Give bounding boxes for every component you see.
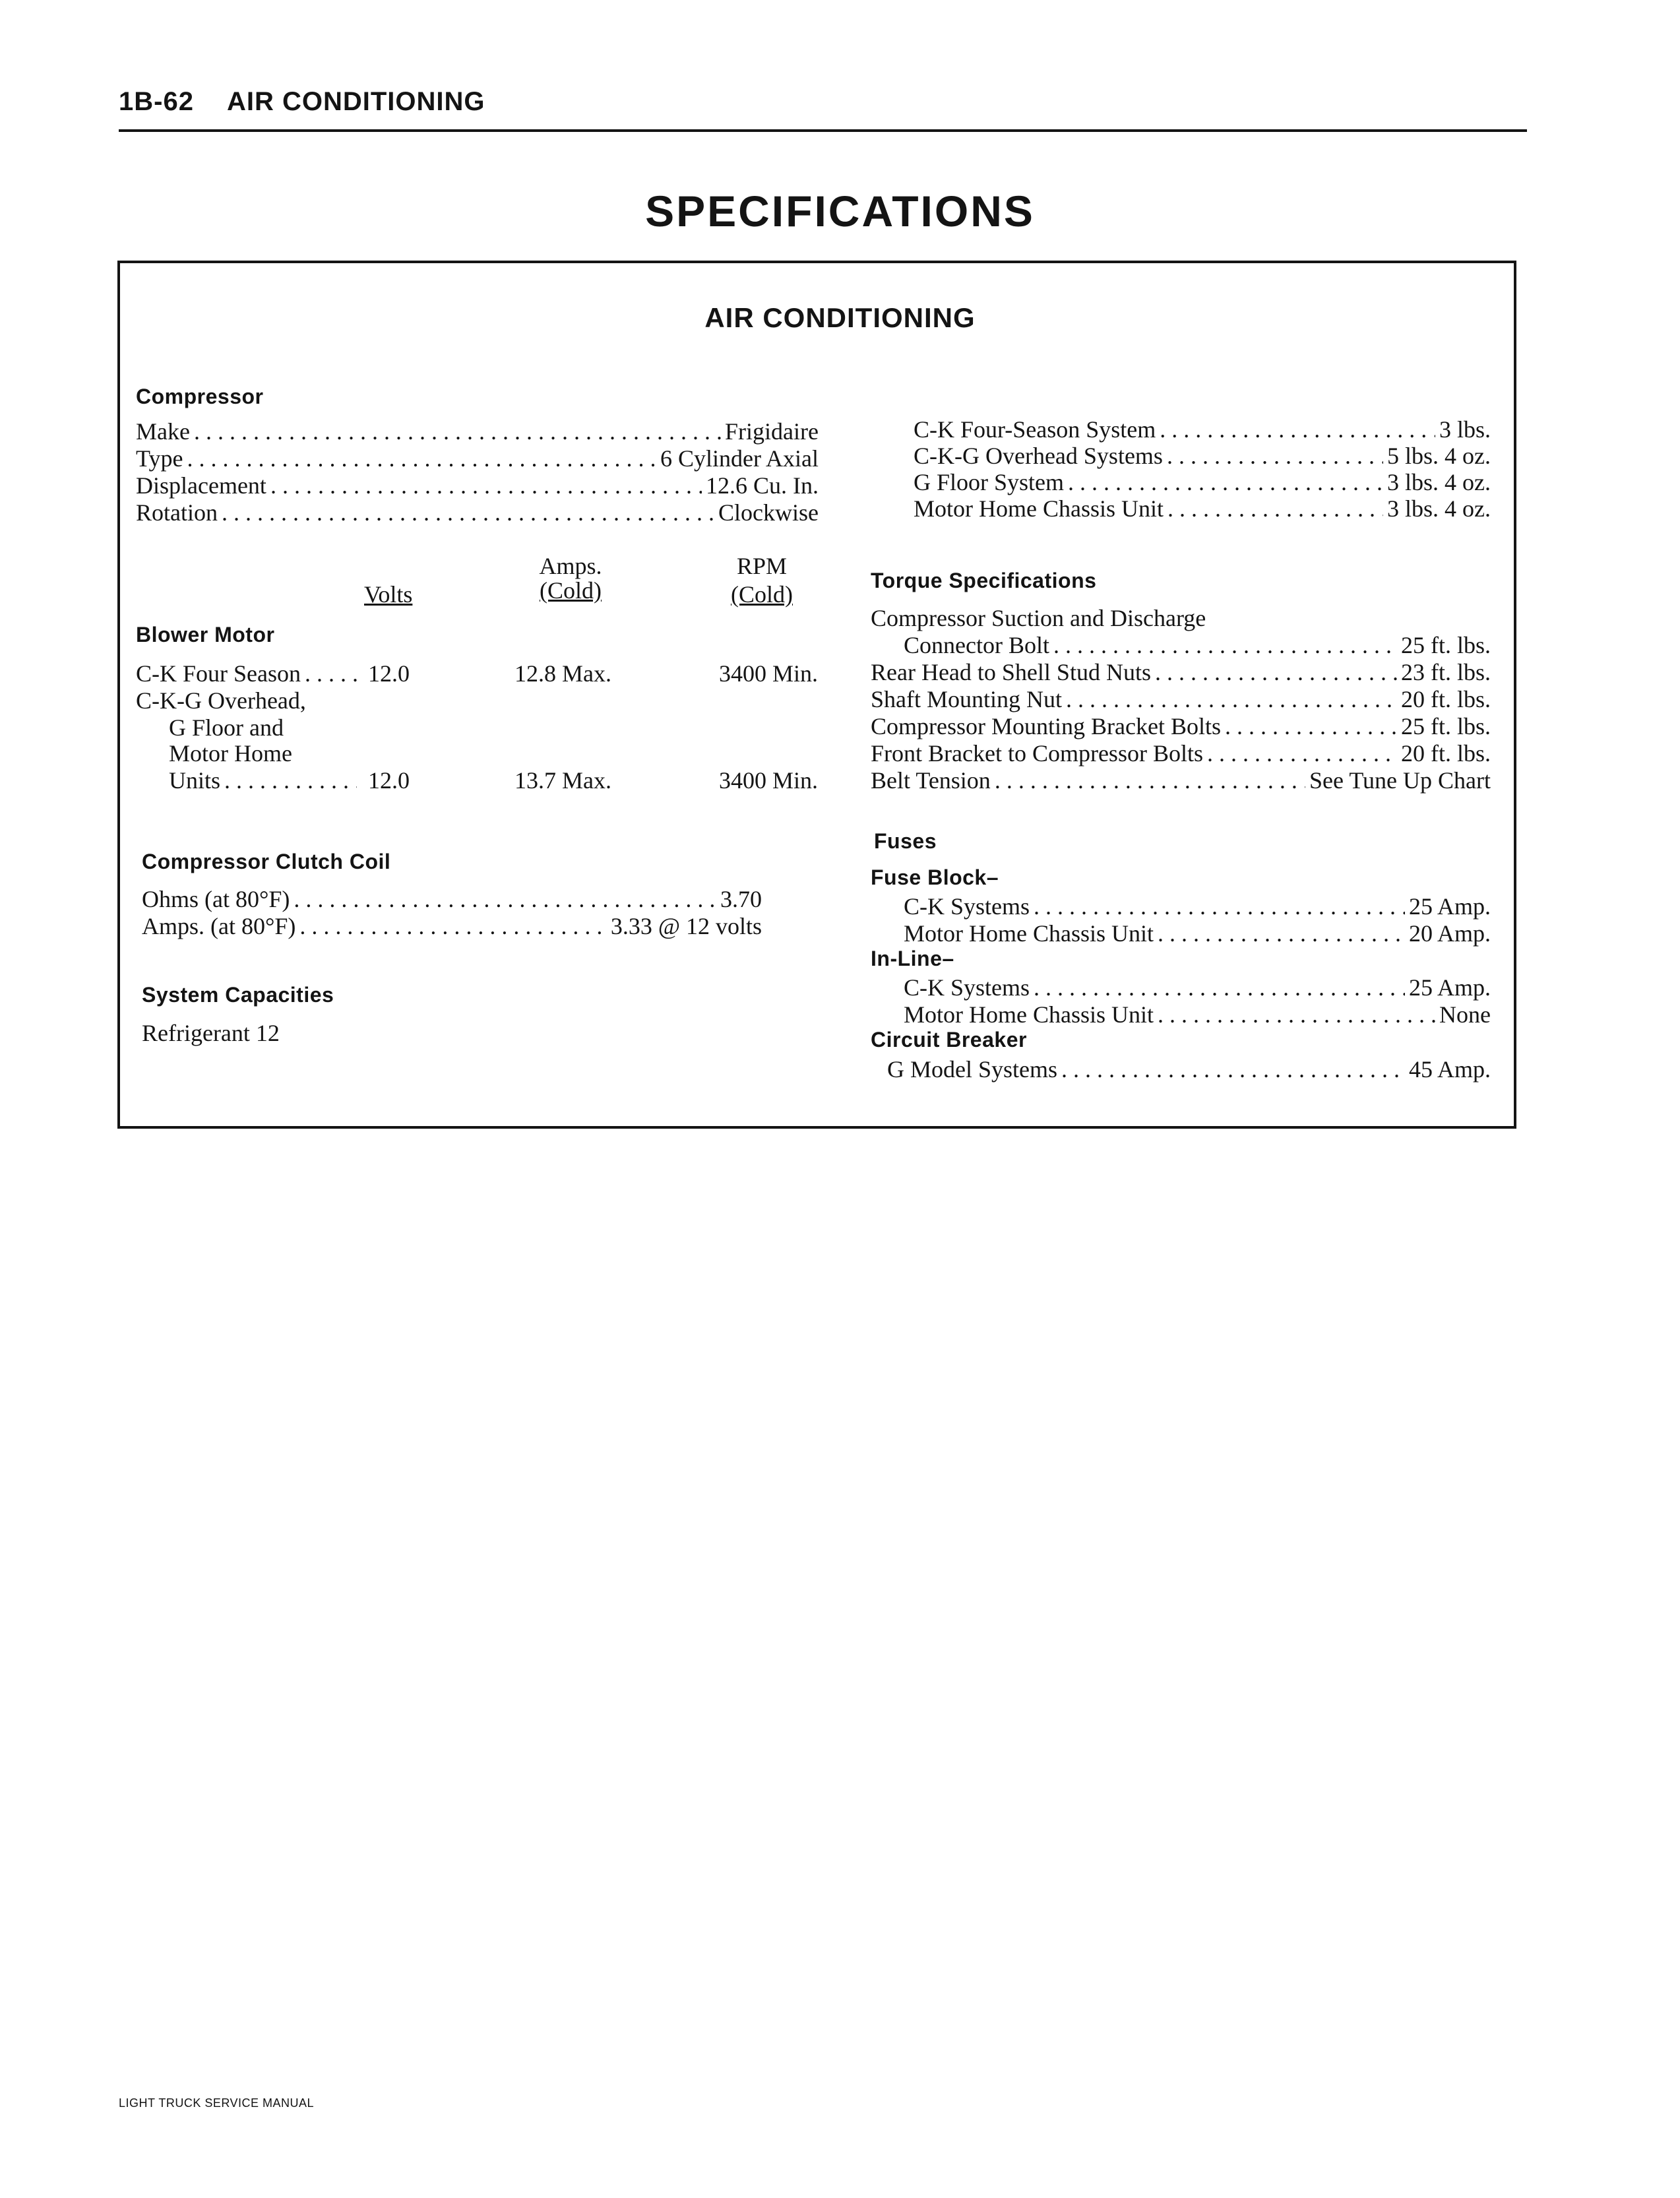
spec-row bbox=[914, 495, 1491, 521]
spec-label: Type bbox=[136, 445, 183, 472]
blower-amps: 13.7 Max. bbox=[514, 767, 611, 794]
leader-dots bbox=[1034, 893, 1405, 920]
spec-label: C-K Systems bbox=[904, 893, 1030, 920]
torque-heading: Torque Specifications bbox=[871, 569, 1097, 592]
page-number: 1B-62 bbox=[119, 87, 194, 116]
spec-label: C-K Four-Season System bbox=[914, 416, 1156, 443]
spec-label: Front Bracket to Compressor Bolts bbox=[871, 740, 1203, 767]
spec-value: Frigidaire bbox=[725, 418, 819, 445]
spec-label: Belt Tension bbox=[871, 767, 991, 794]
running-head bbox=[119, 87, 485, 117]
spec-value: 25 ft. lbs. bbox=[1400, 632, 1491, 658]
spec-row bbox=[871, 658, 1491, 685]
spec-row bbox=[914, 442, 1491, 468]
spec-label: Motor Home Chassis Unit bbox=[904, 920, 1154, 947]
fuses-heading: Fuses bbox=[874, 829, 937, 853]
spec-row bbox=[904, 1001, 1491, 1028]
blower-volts: 12.0 bbox=[368, 767, 410, 794]
spec-value: 20 Amp. bbox=[1408, 920, 1491, 947]
leader-dots bbox=[1207, 739, 1397, 767]
spec-label: Units bbox=[169, 767, 221, 794]
blower-amps: 12.8 Max. bbox=[514, 660, 611, 687]
page-title: SPECIFICATIONS bbox=[645, 187, 1035, 236]
leader-dots bbox=[187, 445, 656, 472]
spec-value: 3.33 @ 12 volts bbox=[610, 913, 762, 939]
leader-dots bbox=[1160, 416, 1435, 443]
leader-dots bbox=[995, 767, 1305, 794]
leader-dots bbox=[270, 472, 702, 499]
compressor-table bbox=[136, 418, 819, 526]
spec-label: Motor Home Chassis Unit bbox=[914, 495, 1164, 522]
spec-row bbox=[904, 920, 1491, 947]
spec-row bbox=[914, 416, 1491, 442]
leader-dots bbox=[294, 885, 716, 913]
spec-row bbox=[914, 468, 1491, 495]
blower-motor-heading: Blower Motor bbox=[136, 623, 275, 646]
spec-row bbox=[136, 499, 819, 526]
circuit-breaker-heading: Circuit Breaker bbox=[871, 1028, 1027, 1052]
circuit-breaker-table bbox=[887, 1055, 1491, 1083]
blower-rpm: 3400 Min. bbox=[718, 767, 818, 794]
fuse-block-table bbox=[904, 893, 1491, 947]
spec-value: 45 Amp. bbox=[1408, 1056, 1491, 1083]
amps-column-header: Amps. bbox=[539, 553, 602, 579]
spec-row bbox=[142, 912, 762, 939]
spec-label: Shaft Mounting Nut bbox=[871, 686, 1063, 712]
spec-row bbox=[871, 739, 1491, 767]
spec-row bbox=[871, 685, 1491, 712]
spec-row bbox=[136, 418, 819, 445]
spec-row bbox=[904, 974, 1491, 1001]
spec-value: 23 ft. lbs. bbox=[1400, 659, 1491, 685]
spec-value: 20 ft. lbs. bbox=[1400, 740, 1491, 767]
spec-label: Ohms (at 80°F) bbox=[142, 886, 290, 912]
spec-value: 25 Amp. bbox=[1408, 974, 1491, 1001]
leader-dots bbox=[1068, 468, 1383, 496]
leader-dots bbox=[1066, 685, 1397, 713]
spec-row bbox=[871, 767, 1491, 794]
spec-label: Compressor Mounting Bracket Bolts bbox=[871, 713, 1221, 739]
leader-dots bbox=[1053, 631, 1397, 659]
page-footer: LIGHT TRUCK SERVICE MANUAL bbox=[119, 2096, 315, 2110]
spec-value: 3 lbs. 4 oz. bbox=[1387, 469, 1491, 495]
in-line-heading: In-Line– bbox=[871, 947, 954, 970]
spec-row bbox=[887, 1055, 1491, 1083]
leader-dots bbox=[1155, 658, 1397, 686]
in-line-table bbox=[904, 974, 1491, 1028]
spec-value: 3.70 bbox=[720, 886, 762, 912]
blower-row-label-line: G Floor and bbox=[169, 714, 284, 741]
blower-row-label-line: C-K-G Overhead, bbox=[136, 687, 306, 714]
spec-label: C-K Four Season bbox=[136, 660, 301, 687]
rpm-column-header: RPM bbox=[736, 553, 788, 579]
spec-value: 3 lbs. bbox=[1439, 416, 1491, 443]
spec-value: 20 ft. lbs. bbox=[1400, 686, 1491, 712]
blower-row-label bbox=[136, 660, 361, 687]
spec-value: See Tune Up Chart bbox=[1309, 767, 1491, 794]
leader-dots bbox=[1061, 1055, 1405, 1083]
header-rule bbox=[119, 129, 1527, 132]
refrigerant-type: Refrigerant 12 bbox=[142, 1020, 280, 1046]
spec-value: 6 Cylinder Axial bbox=[660, 445, 819, 472]
amps-column-subheader: (Cold) bbox=[540, 577, 602, 604]
leader-dots bbox=[224, 767, 357, 794]
spec-value: 25 Amp. bbox=[1408, 893, 1491, 920]
blower-row-label bbox=[169, 767, 361, 794]
leader-dots bbox=[1225, 712, 1397, 740]
torque-first-line: Compressor Suction and Discharge bbox=[871, 605, 1206, 631]
leader-dots bbox=[1034, 974, 1405, 1001]
spec-value: Clockwise bbox=[718, 499, 819, 526]
capacities-table bbox=[914, 416, 1491, 521]
section-title: AIR CONDITIONING bbox=[226, 87, 485, 116]
leader-dots bbox=[1167, 442, 1383, 470]
leader-dots bbox=[222, 499, 714, 526]
spec-label: Rear Head to Shell Stud Nuts bbox=[871, 659, 1151, 685]
spec-row bbox=[871, 712, 1491, 739]
spec-label: G Floor System bbox=[914, 469, 1065, 495]
clutch-coil-heading: Compressor Clutch Coil bbox=[142, 850, 391, 873]
blower-volts: 12.0 bbox=[368, 660, 410, 687]
spec-label: Make bbox=[136, 418, 190, 445]
spec-row bbox=[904, 631, 1491, 658]
leader-dots bbox=[299, 912, 606, 940]
spec-value: 12.6 Cu. In. bbox=[706, 472, 819, 499]
leader-dots bbox=[305, 660, 357, 687]
torque-table bbox=[871, 658, 1491, 794]
spec-value: 5 lbs. 4 oz. bbox=[1387, 443, 1491, 469]
fuse-block-heading: Fuse Block– bbox=[871, 865, 999, 889]
capacities-heading: System Capacities bbox=[142, 983, 334, 1007]
spec-label: Connector Bolt bbox=[904, 632, 1049, 658]
spec-label: Motor Home Chassis Unit bbox=[904, 1001, 1154, 1028]
spec-label: Displacement bbox=[136, 472, 266, 499]
spec-label: Rotation bbox=[136, 499, 218, 526]
blower-rpm: 3400 Min. bbox=[718, 660, 818, 687]
spec-label: C-K Systems bbox=[904, 974, 1030, 1001]
spec-value: 25 ft. lbs. bbox=[1400, 713, 1491, 739]
clutch-coil-table bbox=[142, 885, 762, 939]
spec-label: Amps. (at 80°F) bbox=[142, 913, 296, 939]
volts-column-header: Volts bbox=[364, 581, 413, 608]
spec-label: C-K-G Overhead Systems bbox=[914, 443, 1163, 469]
compressor-heading: Compressor bbox=[136, 385, 264, 408]
spec-row bbox=[142, 885, 762, 912]
leader-dots bbox=[1158, 920, 1405, 947]
spec-row bbox=[136, 445, 819, 472]
blower-row-label-line: Motor Home bbox=[169, 740, 292, 767]
rpm-column-subheader: (Cold) bbox=[731, 581, 793, 608]
spec-value: 3 lbs. 4 oz. bbox=[1387, 495, 1491, 522]
spec-row bbox=[904, 893, 1491, 920]
box-title: AIR CONDITIONING bbox=[704, 302, 976, 333]
spec-value: None bbox=[1439, 1001, 1491, 1028]
spec-row bbox=[136, 472, 819, 499]
leader-dots bbox=[1167, 495, 1383, 522]
leader-dots bbox=[1158, 1001, 1435, 1028]
leader-dots bbox=[194, 418, 721, 445]
torque-table-indented bbox=[904, 631, 1491, 658]
spec-label: G Model Systems bbox=[887, 1056, 1058, 1083]
